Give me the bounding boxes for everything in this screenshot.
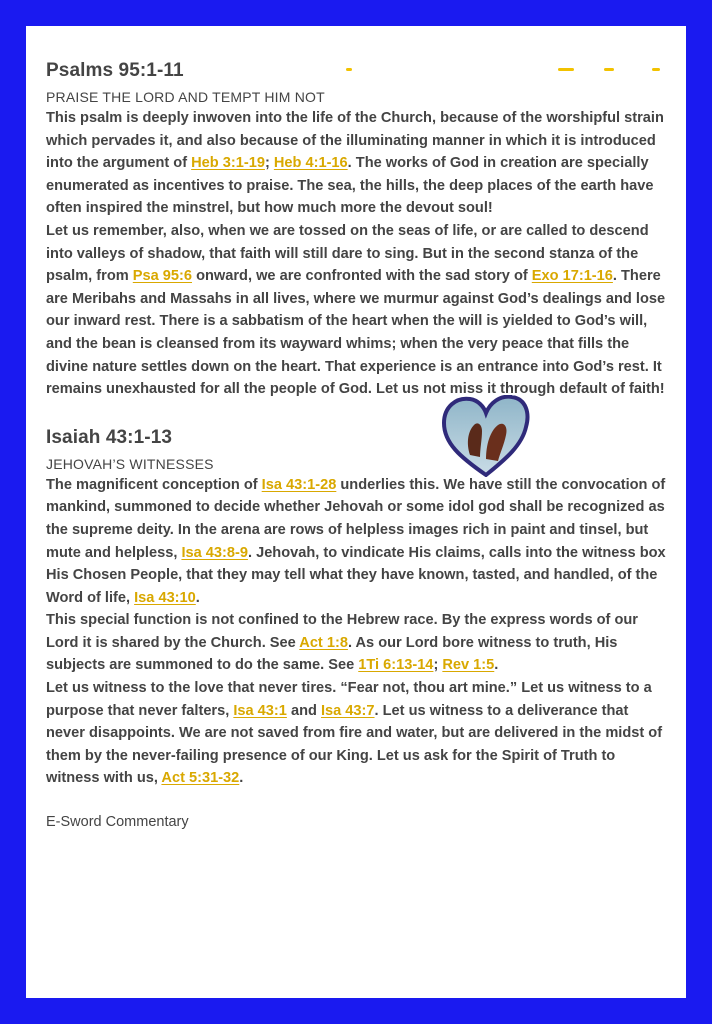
section-subtitle: JEHOVAH’S WITNESSES <box>46 455 214 472</box>
section-title: Psalms 95:1-11 <box>46 60 184 81</box>
scripture-link[interactable]: Heb 4:1-16 <box>273 155 348 172</box>
paragraph: Let us witness to the love that never tires. “Fear not, thou art mine.” Let us witness to a purpose that never falters, Isa 43:1 and Isa 43:7. Let us witness to a deliverance that never disappoints. We are not saved from fire and water, but are delivered in the midst of them by the never-failing presence of our King. Let us ask for the Spirit of Truth to witness with us, Act 5:31-32. <box>46 680 663 787</box>
source-credit: E-Sword Commentary <box>46 814 189 831</box>
scripture-link[interactable]: Act 1:8 <box>299 634 348 651</box>
scripture-link[interactable]: Act 5:31-32 <box>161 770 240 787</box>
section-isaiah <box>46 427 670 790</box>
commentary-page <box>26 26 686 998</box>
scripture-link[interactable]: 1Ti 6:13-14 <box>358 657 434 674</box>
paragraph: Let us remember, also, when we are tossed on the seas of life, or are called to descend into valleys of shadow, that faith will still dare to sing. But in the second stanza of the psalm, from Psa 95:6 onward, we are confronted with the sad story of Exo 17:1-16. There are Meribahs and Massahs in all lives, where we murmur against God’s dealings and lose our inward rest. There is a sabbatism of the heart when the will is yielded to God’s will, and the bean is cleansed from its wayward whims; when the very peace that fills the divine nature settles down on the heart. That experience is an entrance into God’s rest. It remains unexhausted for all the people of God. Let us not miss it through default of faith! <box>46 222 666 398</box>
scripture-link[interactable]: Psa 95:6 <box>132 268 193 285</box>
section-subtitle: PRAISE THE LORD AND TEMPT HIM NOT <box>46 89 325 105</box>
scripture-link[interactable]: Isa 43:8-9 <box>181 544 248 561</box>
paragraph: This special function is not confined to the Hebrew race. By the express words of our Lord it is shared by the Church. See Act 1:8. As our Lord bore witness to truth, His subjects are summoned to do the same. See 1Ti 6:13-14; Rev 1:5. <box>46 612 638 674</box>
scripture-link[interactable]: Isa 43:1-28 <box>261 476 337 493</box>
section-psalms <box>46 60 670 401</box>
scripture-link[interactable]: Rev 1:5 <box>442 657 495 674</box>
scripture-link[interactable]: Isa 43:7 <box>320 702 375 719</box>
heart-photo-icon <box>440 395 532 477</box>
scripture-link[interactable]: Exo 17:1-16 <box>531 268 613 285</box>
paragraph: This psalm is deeply inwoven into the life of the Church, because of the worshipful strain which pervades it, and also because of the illuminating manner in which it is introduced into the argument of Heb 3:1-19; Heb 4:1-16. The works of God in creation are specially enumerated as incentives to praise. The sea, the hills, the deep places of the earth have often inspired the minstrel, but how much more the devout soul! <box>46 110 664 217</box>
section-title: Isaiah 43:1-13 <box>46 426 173 448</box>
paragraph: The magnificent conception of Isa 43:1-28 underlies this. We have still the convocation of mankind, summoned to decide whether Jehovah or some idol god shall be recognized as the supreme deity. In the arena are rows of helpless images rich in paint and tinsel, but mute and helpless, Isa 43:8-9. Jehovah, to vindicate His claims, calls into the witness box His Chosen People, that they may tell what they have known, tasted, and handled, of the Word of life, Isa 43:10. <box>46 476 666 606</box>
scripture-link[interactable]: Isa 43:10 <box>134 589 196 606</box>
scripture-link[interactable]: Isa 43:1 <box>233 702 287 719</box>
scripture-link[interactable]: Heb 3:1-19 <box>191 155 265 172</box>
top-decoration <box>326 68 686 74</box>
